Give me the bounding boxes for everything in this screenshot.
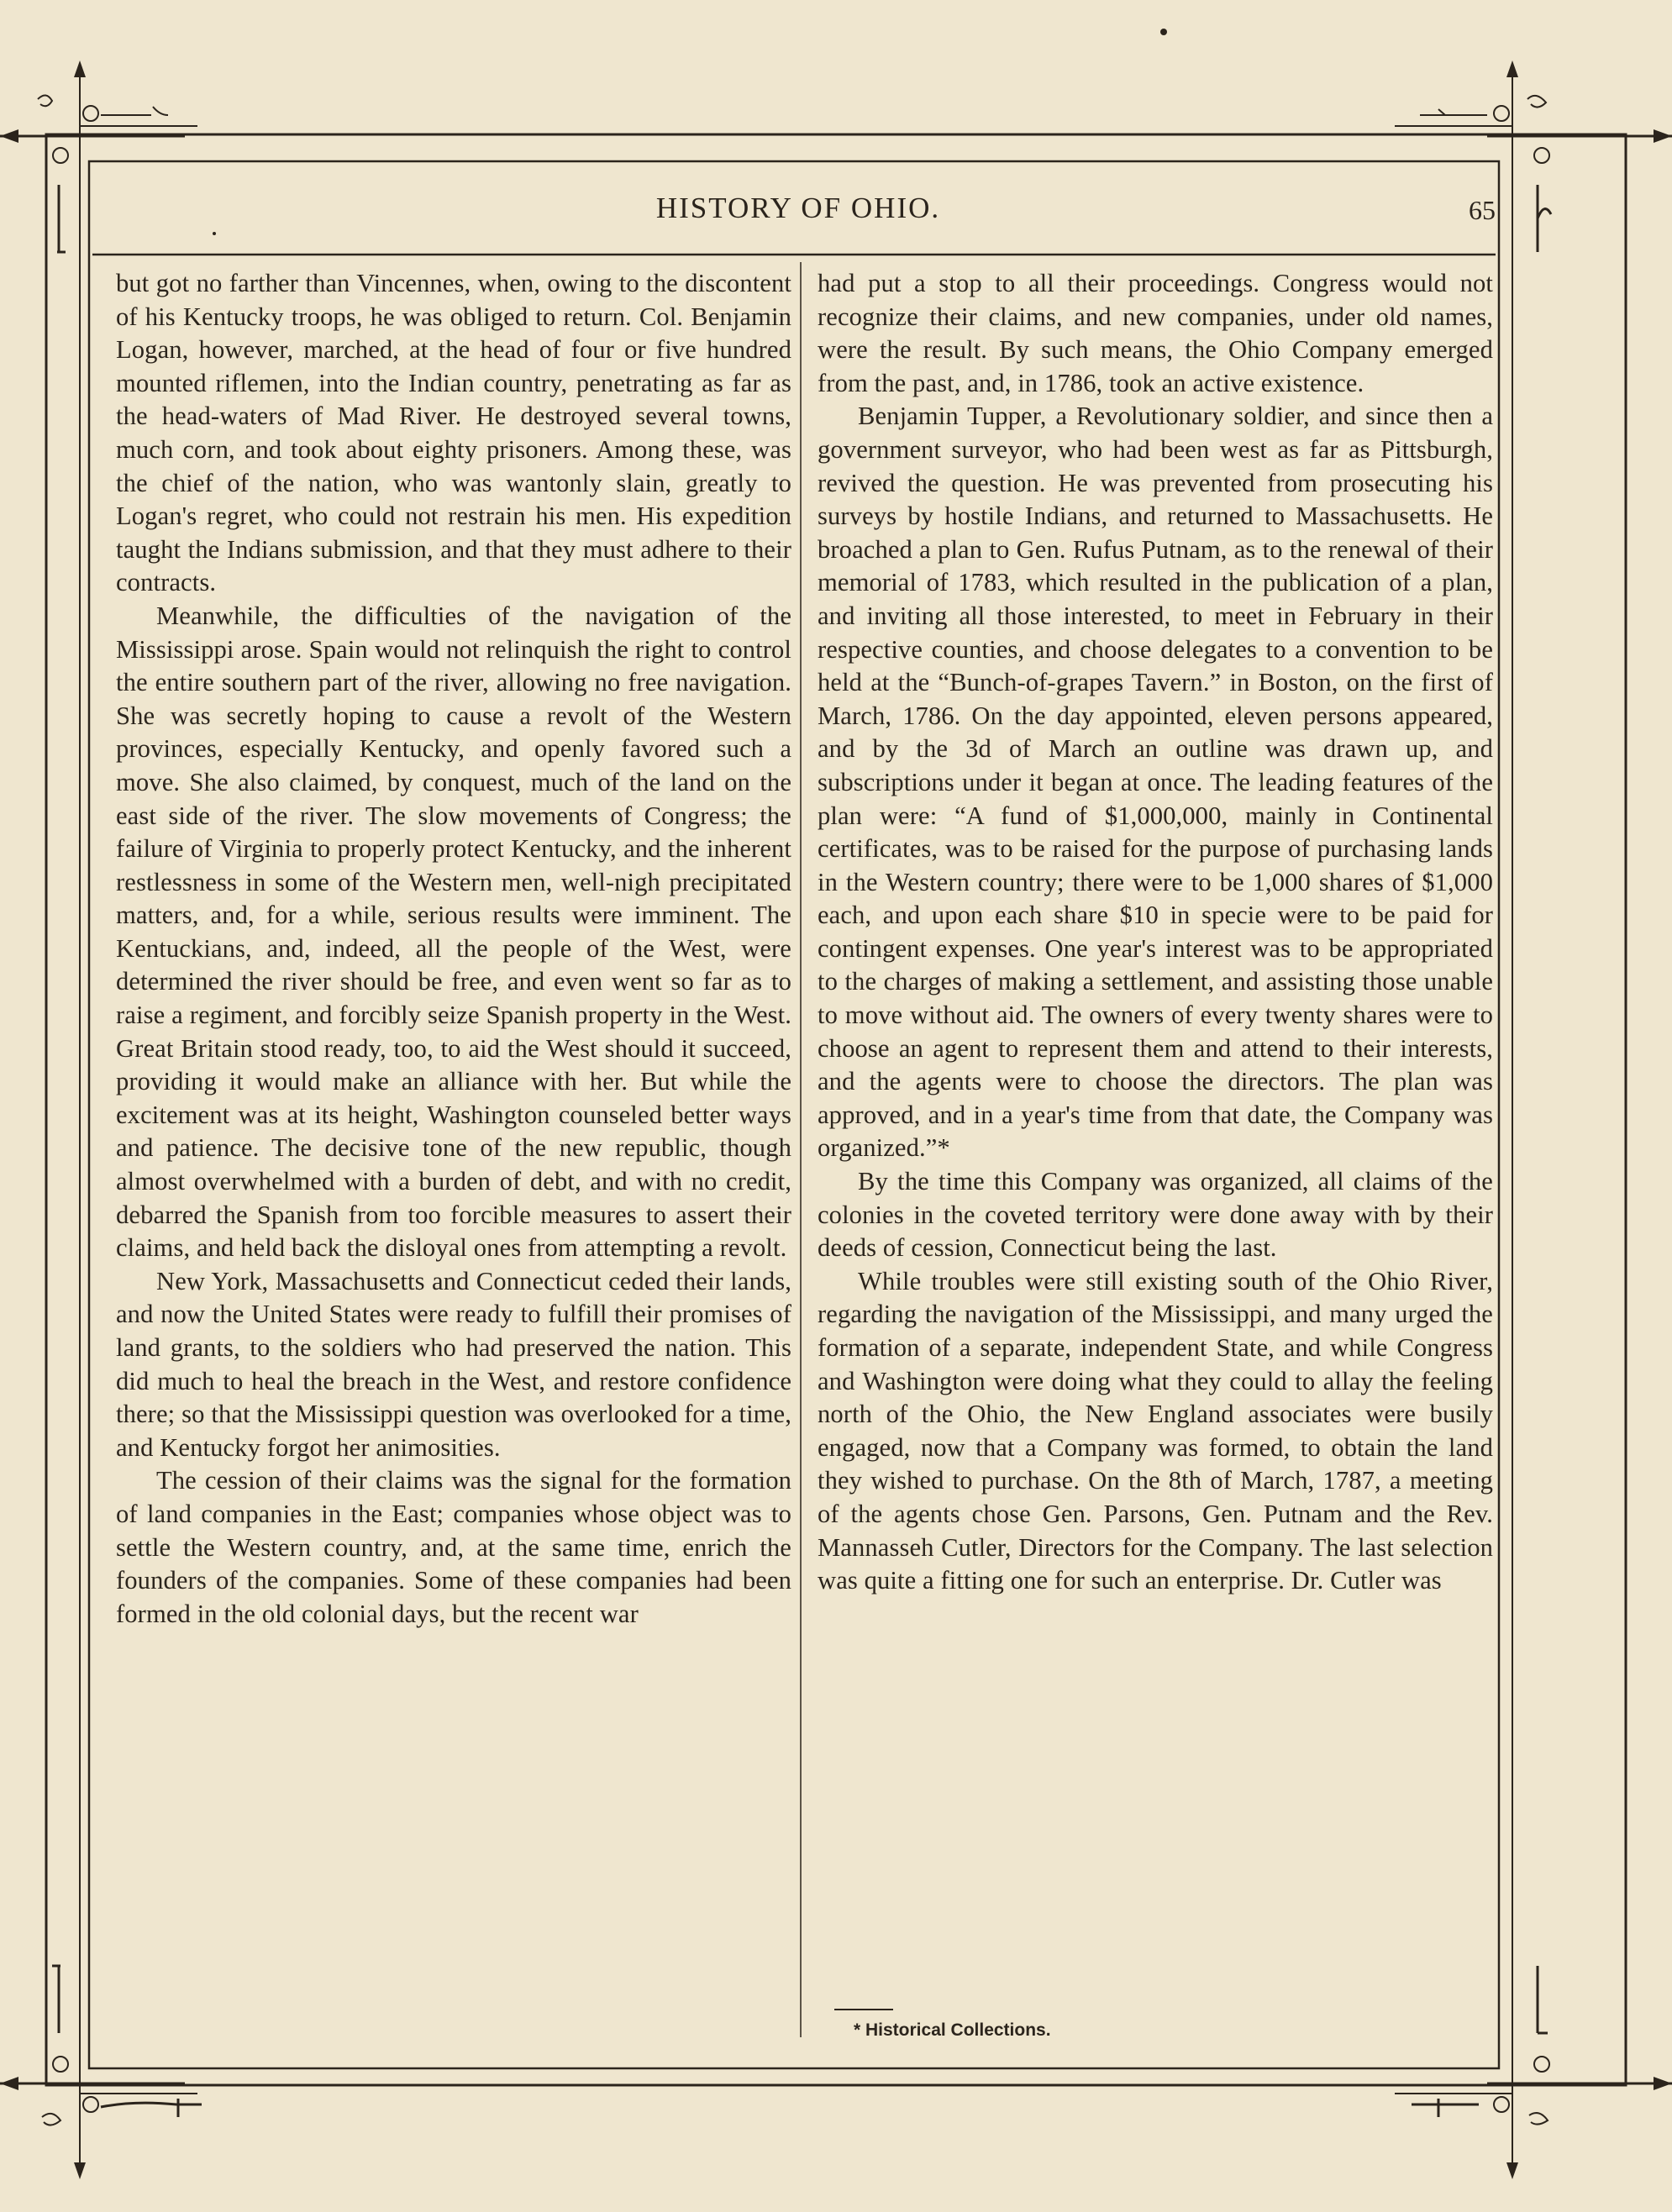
paragraph: New York, Massachusetts and Connecticut ceded their lands, and now the United States were ready to fulfill their promises of land grants, to the soldiers who had preserved the nation. This did much to heal the breach in the West, and restore confidence there; so that the Mississippi question was overlooked for a time, and Kentucky forgot her animosities. — [116, 1266, 791, 1462]
paragraph: By the time this Company was organized, all claims of the colonies in the coveted territory were done away with by their deeds of cession, Connecticut being the last. — [818, 1167, 1493, 1263]
footnote-rule — [834, 2009, 893, 2010]
left-column — [116, 267, 791, 1631]
running-title: HISTORY OF OHIO. — [655, 192, 941, 224]
paragraph: Meanwhile, the difficulties of the navigation of the Mississippi arose. Spain would not relinquish the right to control the entire southern part of the river, allowing no free navigation. She was secretly hoping to cause a revolt of the Western provinces, especially Kentucky, and openly favored such a move. She also claimed, by conquest, much of the land on the east side of the river. The slow movements of Congress; the failure of Virginia to properly protect Kentucky, and the inherent restlessness in some of the Western men, well-nigh precipitated matters, and, for a while, serious results were imminent. The Kentuckians, and, indeed, all the people of the West, were determined the river should be free, and even went so far as to raise a regiment, and forcibly seize Spanish property in the West. Great Britain stood ready, too, to aid the West should it succeed, providing it would make an alliance with her. But while the excitement was at its height, Washington counseled better ways and patience. The decisive tone of the new republic, though almost overwhelmed with a burden of debt, and with no credit, debarred the Spanish from too forcible measures to assert their claims, and held back the disloyal ones from attempting a revolt. — [116, 601, 791, 1263]
page-number: 65 — [1469, 195, 1496, 225]
paragraph: had put a stop to all their proceedings. Congress would not recognize their claims, and new companies, under old names, were the result. By such means, the Ohio Company emerged from the past, and, in 1786, took an active existence. — [818, 269, 1493, 397]
paragraph: The cession of their claims was the signal for the formation of land companies in the East; companies whose object was to settle the Western country, and, at the same time, enrich the founders of the companies. Some of these companies had been formed in the old colonial days, but the recent war — [116, 1466, 791, 1628]
running-header — [101, 192, 1496, 239]
paragraph: While troubles were still existing south of the Ohio River, regarding the navigation of the Mississippi, and many urged the formation of a separate, independent State, and while Congress and Washington were doing what they could to allay the feeling north of the Ohio, the New England associates were busily engaged, now that a Company was formed, to obtain the land they wished to purchase. On the 8th of March, 1787, a meeting of the agents chose Gen. Parsons, Gen. Putnam and the Rev. Mannasseh Cutler, Directors for the Company. The last selection was quite a fitting one for such an enterprise. Dr. Cutler was — [818, 1266, 1493, 1595]
paragraph: but got no farther than Vincennes, when, owing to the discontent of his Kentucky troops, he was obliged to return. Col. Benjamin Logan, however, marched, at the head of four or five hundred mounted riflemen, into the Indian country, penetrating as far as the head-waters of Mad River. He destroyed several towns, much corn, and took about eighty prisoners. Among these, was the chief of the nation, who was wantonly slain, greatly to Logan's regret, who could not restrain his men. His expedition taught the Indians submission, and that they must adhere to their contracts. — [116, 269, 791, 597]
paragraph: Benjamin Tupper, a Revolutionary soldier, and since then a government surveyor, who had been west as far as Pittsburgh, revived the question. He was prevented from prosecuting his surveys by hostile Indians, and returned to Massachusetts. He broached a plan to Gen. Rufus Putnam, as to the renewal of their memorial of 1783, which resulted in the publication of a plan, and inviting all those interested, to meet in February in their respective counties, and choose delegates to a convention to be held at the “Bunch-of-grapes Tavern.” in Boston, on the first of March, 1786. On the day appointed, eleven persons appeared, and by the 3d of March an outline was drawn up, and subscriptions under it began at once. The leading features of the plan were: “A fund of $1,000,000, mainly in Continental certificates, was to be raised for the purpose of purchasing lands in the Western country; there were to be 1,000 shares of $1,000 each, and upon each share $10 in specie were to be paid for contingent expenses. One year's interest was to be appropriated to the charges of making a settlement, and assisting those unable to move without aid. The owners of every twenty shares were to choose an agent to represent them and attend to their interests, and the agents were to choose the directors. The plan was approved, and in a year's time from that date, the Company was organized.”* — [818, 402, 1493, 1163]
footnote: * Historical Collections. — [854, 2020, 1051, 2040]
right-column — [818, 267, 1493, 1598]
